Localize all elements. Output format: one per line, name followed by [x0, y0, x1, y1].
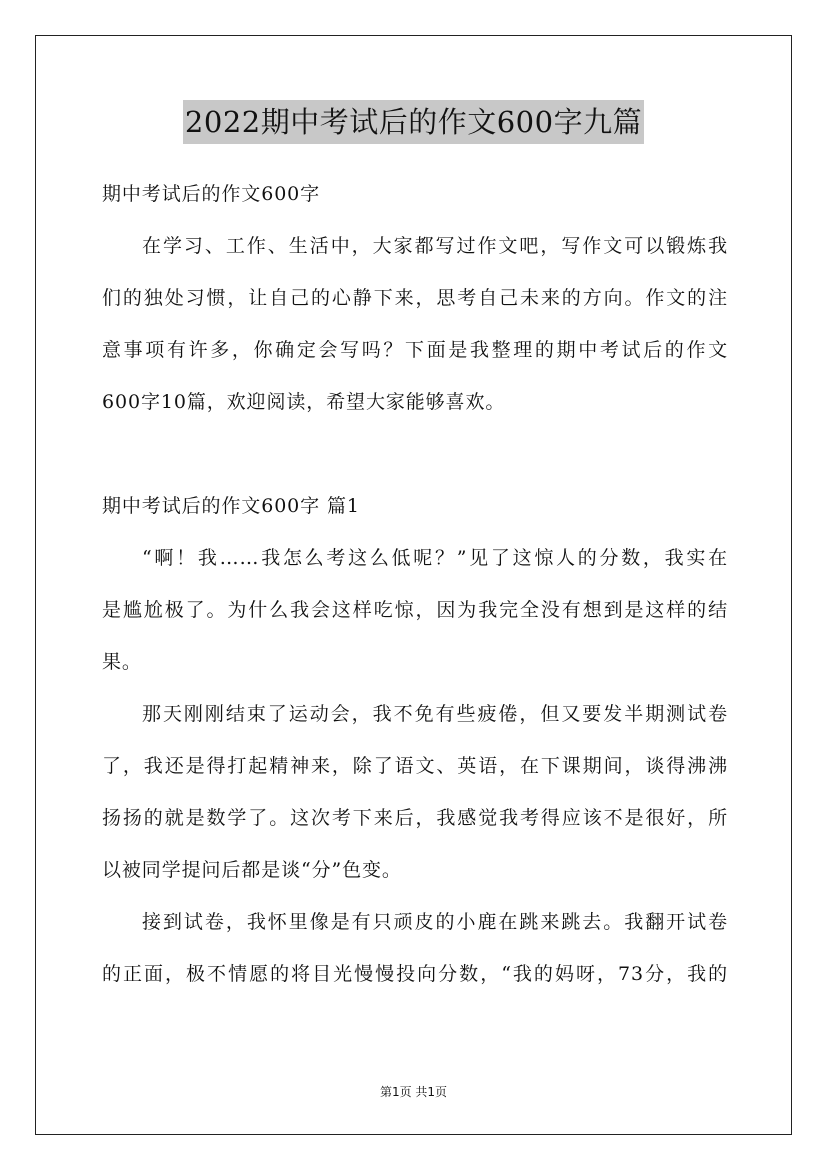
- paragraph-line: 接到试卷，我怀里像是有只顽皮的小鹿在跳来跳去。我翻开试卷: [142, 911, 728, 933]
- intro-heading: 期中考试后的作文600字: [102, 183, 321, 205]
- section-gap: [102, 428, 728, 480]
- paragraph-line: 的正面，极不情愿的将目光慢慢投向分数，“我的妈呀，73分，我的: [102, 963, 728, 985]
- paragraph-line: “啊！我……我怎么考这么低呢？”见了这惊人的分数，我实在: [142, 547, 728, 569]
- intro-line: 600字10篇，欢迎阅读，希望大家能够喜欢。: [102, 391, 506, 413]
- paragraph-line: 果。: [102, 651, 142, 673]
- essay-heading: 期中考试后的作文600字 篇1: [102, 495, 360, 517]
- paragraph-line: 是尴尬极了。为什么我会这样吃惊，因为我完全没有想到是这样的结: [102, 599, 728, 621]
- document-body: [102, 168, 728, 1000]
- intro-line: 意事项有许多，你确定会写吗？下面是我整理的期中考试后的作文: [102, 339, 728, 361]
- page-footer: 第1页 共1页: [379, 1085, 448, 1099]
- paragraph-line: 那天刚刚结束了运动会，我不免有些疲倦，但又要发半期测试卷: [142, 703, 728, 725]
- paragraph-line: 了，我还是得打起精神来，除了语文、英语，在下课期间，谈得沸沸: [102, 755, 728, 777]
- title-container: [0, 100, 827, 144]
- intro-line: 在学习、工作、生活中，大家都写过作文吧，写作文可以锻炼我: [142, 235, 728, 257]
- paragraph-line: 以被同学提问后都是谈“分”色变。: [102, 859, 402, 881]
- intro-line: 们的独处习惯，让自己的心静下来，思考自己未来的方向。作文的注: [102, 287, 728, 309]
- document-title: 2022期中考试后的作文600字九篇: [183, 100, 644, 144]
- paragraph-line: 扬扬的就是数学了。这次考下来后，我感觉我考得应该不是很好，所: [102, 807, 728, 829]
